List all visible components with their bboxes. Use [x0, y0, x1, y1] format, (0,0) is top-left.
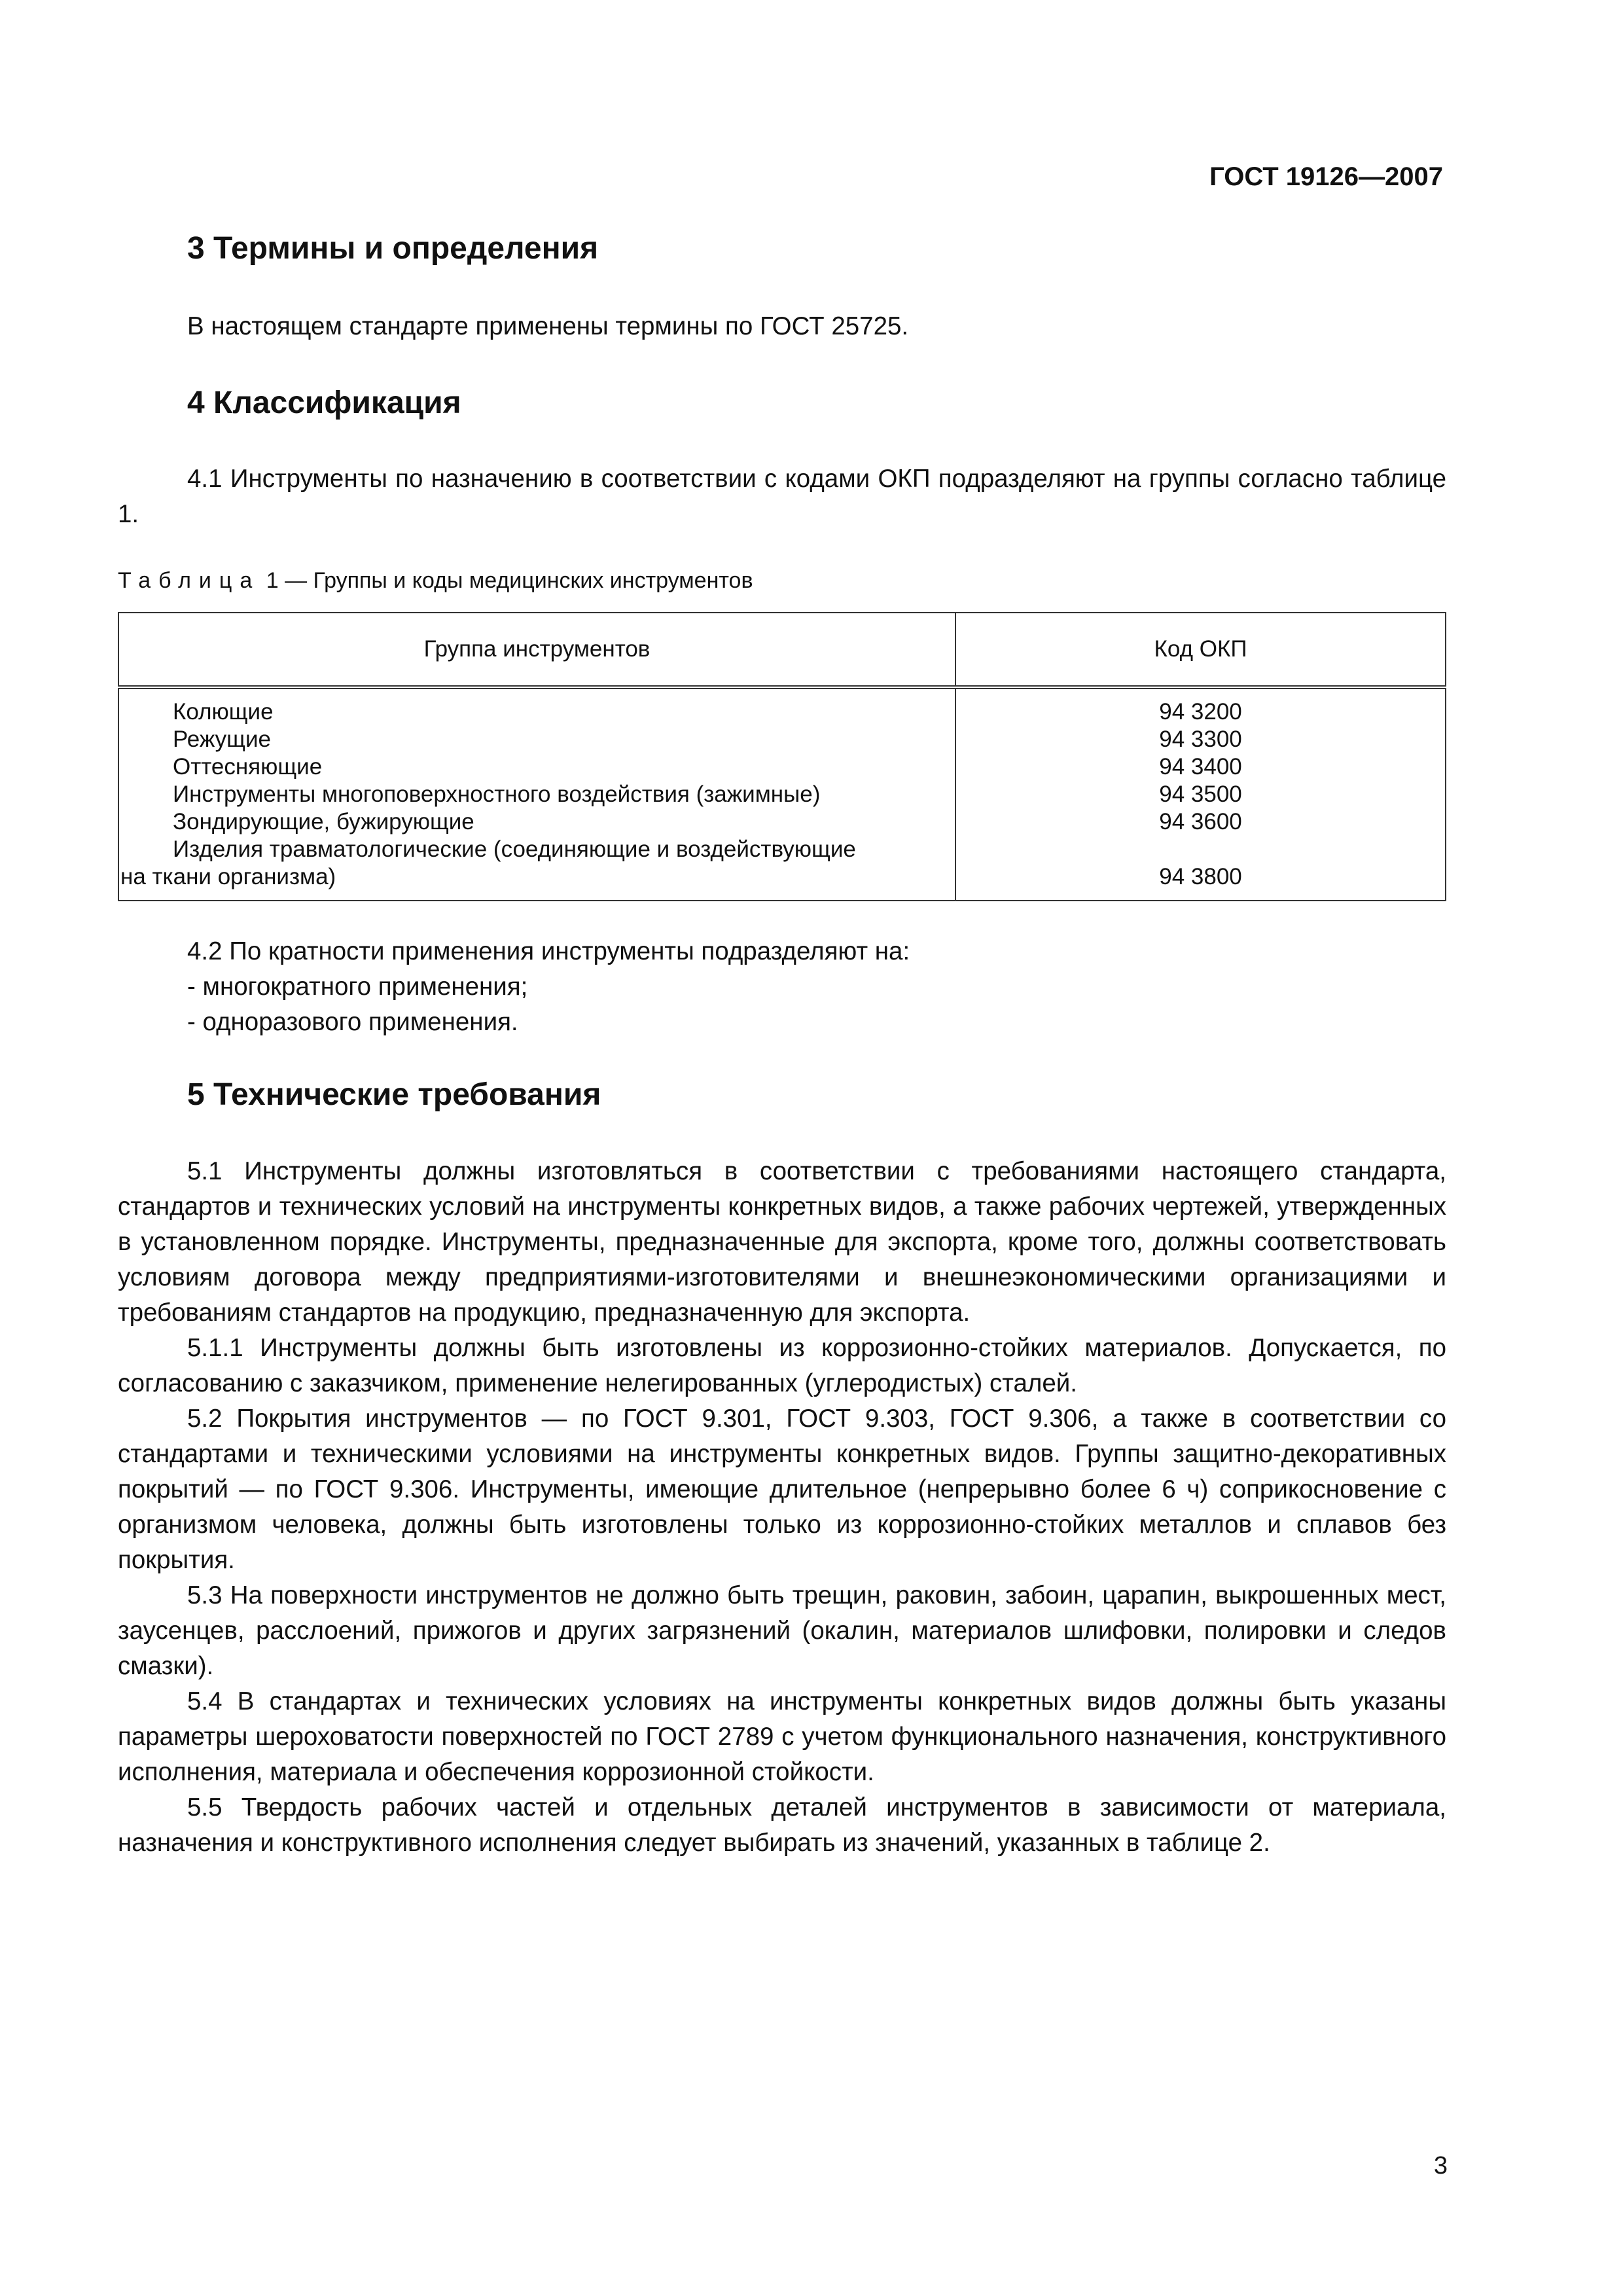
table-caption-prefix: Таблица — [118, 568, 260, 593]
column-header-code: Код ОКП — [955, 613, 1446, 687]
okp-code-empty — [956, 836, 1445, 863]
okp-code: 94 3200 — [1159, 699, 1242, 725]
group-name-continued: на ткани организма) — [120, 864, 336, 889]
paragraph-5-3: 5.3 На поверхности инструментов не должно быть трещин, раковин, забоин, царапин, выкрошенных мест, заусенцев, расслоений, прижогов и других загрязнений (окалин, материалов шлифовки, полировки и следов смазки). — [118, 1581, 1446, 1680]
table-1 — [118, 612, 1446, 901]
table-header-row — [118, 613, 1446, 687]
table-row — [118, 687, 1446, 901]
group-name: Режущие — [173, 726, 271, 752]
code-cell — [955, 687, 1446, 901]
okp-code: 94 3500 — [1159, 781, 1242, 807]
paragraph-5-2: 5.2 Покрытия инструментов — по ГОСТ 9.301, ГОСТ 9.303, ГОСТ 9.306, а также в соответствии со стандартами и техническими условиями на инструменты конкретных видов. Группы защитно-декоративных покрытий — по ГОСТ 9.306. Инструменты, имеющие длительное (непрерывно более 6 ч) соприкосновение с организмом человека, должны быть изготовлены только из коррозионно-стойких металлов и сплавов без покрытия. — [118, 1405, 1446, 1574]
paragraph-5-4: 5.4 В стандартах и технических условиях на инструменты конкретных видов должны быть указаны параметры шероховатости поверхностей по ГОСТ 2789 с учетом функционального назначения, конструктивного исполнения, материала и обеспечения коррозионной стойкости. — [118, 1687, 1446, 1786]
table-caption-text: 1 — Группы и коды медицинских инструментов — [260, 568, 753, 593]
paragraph-5-1-1: 5.1.1 Инструменты должны быть изготовлены из коррозионно-стойких материалов. Допускается, по согласованию с заказчиком, применение нелегированных (углеродистых) сталей. — [118, 1334, 1446, 1397]
document-code: ГОСТ 19126—2007 — [1209, 162, 1443, 191]
section-3-title: 3 Термины и определения — [187, 231, 599, 266]
okp-code: 94 3400 — [1159, 754, 1242, 780]
okp-code: 94 3800 — [1159, 864, 1242, 889]
paragraph-5-5: 5.5 Твердость рабочих частей и отдельных деталей инструментов в зависимости от материала, назначения и конструктивного исполнения следует выбирать из значений, указанных в таблице 2. — [118, 1793, 1446, 1857]
group-name: Инструменты многоповерхностного воздействия (зажимные) — [173, 781, 821, 807]
section-3-text: В настоящем стандарте применены термины по ГОСТ 25725. — [187, 312, 909, 340]
okp-code: 94 3300 — [1159, 726, 1242, 752]
list-item: - одноразового применения. — [187, 1008, 518, 1036]
group-name: Зондирующие, бужирующие — [173, 809, 474, 834]
group-name: Колющие — [173, 699, 274, 725]
section-5-title: 5 Технические требования — [187, 1077, 601, 1112]
section-4-title: 4 Классификация — [187, 386, 461, 420]
column-header-group: Группа инструментов — [118, 613, 955, 687]
list-item: - многократного применения; — [187, 973, 528, 1001]
paragraph-5-1: 5.1 Инструменты должны изготовляться в соответствии с требованиями настоящего стандарта, стандартов и технических условий на инструменты конкретных видов, а также рабочих чертежей, утвержденных в установленном порядке. Инструменты, предназначенные для экспорта, кроме того, должны соответствовать условиям договора между предприятиями-изготовителями и внешнеэкономическими организациями и требованиям стандартов на продукцию, предназначенную для экспорта. — [118, 1157, 1446, 1327]
group-name: Изделия травматологические (соединяющие и воздействующие — [173, 836, 856, 862]
paragraph-4-2: 4.2 По кратности применения инструменты подразделяют на: — [187, 937, 910, 965]
group-name: Оттесняющие — [173, 754, 323, 780]
group-cell — [118, 687, 955, 901]
okp-code: 94 3600 — [1159, 809, 1242, 834]
paragraph-4-1: 4.1 Инструменты по назначению в соответствии с кодами ОКП подразделяют на группы согласно таблице 1. — [118, 465, 1446, 528]
page-number: 3 — [1433, 2152, 1448, 2179]
table-1-caption — [118, 568, 753, 594]
